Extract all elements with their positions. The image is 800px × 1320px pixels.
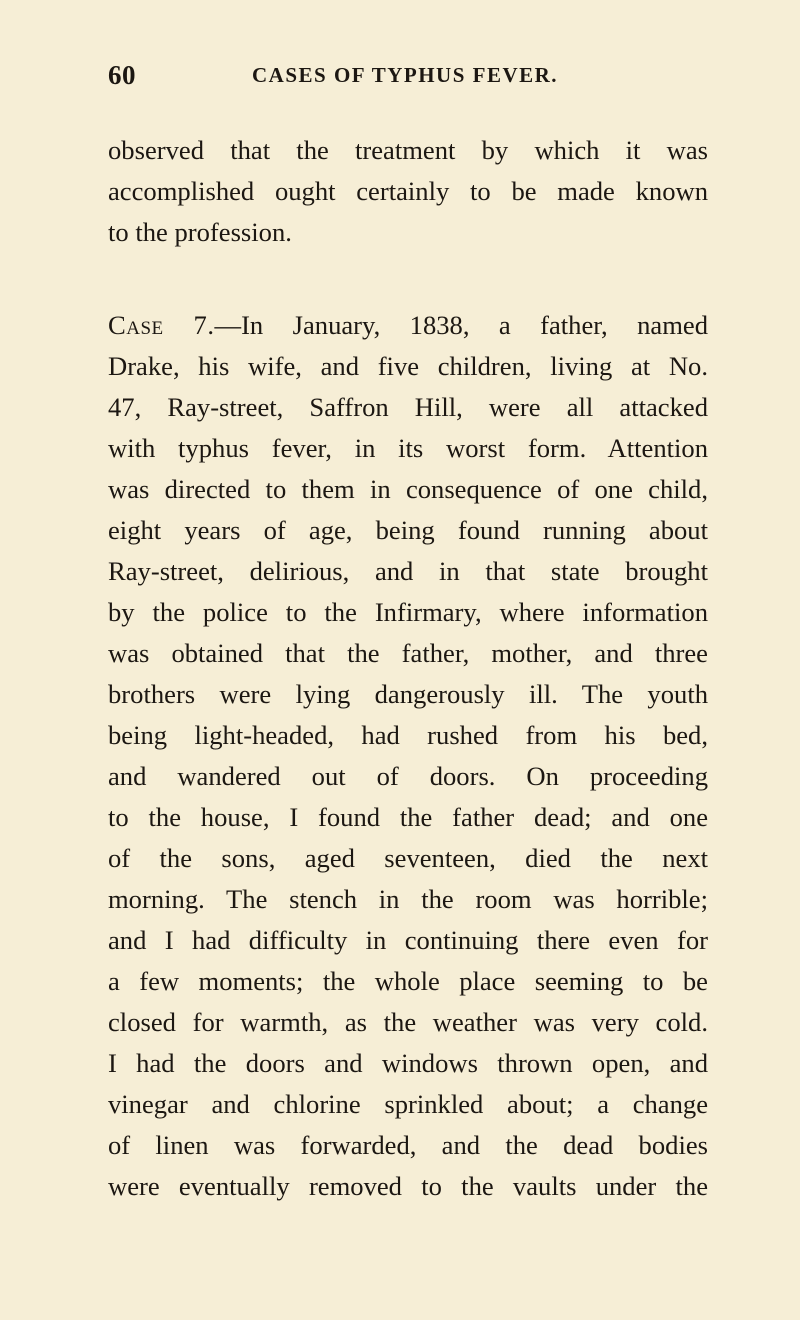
text-line: morning. The stench in the room was horrible; bbox=[108, 884, 708, 914]
text-line: eight years of age, being found running about bbox=[108, 515, 708, 545]
body-text bbox=[108, 130, 708, 1207]
text-line: were eventually removed to the vaults under the bbox=[108, 1171, 708, 1201]
text-line: a few moments; the whole place seeming to be bbox=[108, 966, 708, 996]
paragraph-1 bbox=[108, 130, 708, 253]
text-line: was obtained that the father, mother, and three bbox=[108, 638, 708, 668]
text-line: of the sons, aged seventeen, died the next bbox=[108, 843, 708, 873]
text-line: closed for warmth, as the weather was very cold. bbox=[108, 1007, 708, 1037]
text-line: accomplished ought certainly to be made known bbox=[108, 176, 708, 206]
text-line: observed that the treatment by which it was bbox=[108, 135, 708, 165]
text-line: I had the doors and windows thrown open, and bbox=[108, 1048, 708, 1078]
paragraph-2 bbox=[108, 305, 708, 1207]
case-label: Case 7. bbox=[108, 310, 215, 340]
text-line: brothers were lying dangerously ill. The youth bbox=[108, 679, 708, 709]
page-header bbox=[108, 60, 708, 100]
text-line: with typhus fever, in its worst form. Attention bbox=[108, 433, 708, 463]
text-line: Ray-street, delirious, and in that state brought bbox=[108, 556, 708, 586]
text-line: of linen was forwarded, and the dead bodies bbox=[108, 1130, 708, 1160]
text-line: to the profession. bbox=[108, 217, 292, 247]
case-line-text: —In January, 1838, a father, named bbox=[214, 310, 708, 340]
text-line: Drake, his wife, and five children, living at No. bbox=[108, 351, 708, 381]
text-line: was directed to them in consequence of one child, bbox=[108, 474, 708, 504]
paragraph-gap bbox=[108, 253, 708, 305]
text-line: vinegar and chlorine sprinkled about; a change bbox=[108, 1089, 708, 1119]
text-line: by the police to the Infirmary, where information bbox=[108, 597, 708, 627]
text-line: being light-headed, had rushed from his bed, bbox=[108, 720, 708, 750]
text-line: to the house, I found the father dead; and one bbox=[108, 802, 708, 832]
text-line: 47, Ray-street, Saffron Hill, were all attacked bbox=[108, 392, 708, 422]
page-number: 60 bbox=[108, 60, 136, 90]
running-head: CASES OF TYPHUS FEVER. bbox=[252, 63, 559, 87]
text-line-case-heading bbox=[108, 305, 708, 346]
text-line: and I had difficulty in continuing there even for bbox=[108, 925, 708, 955]
text-line: and wandered out of doors. On proceeding bbox=[108, 761, 708, 791]
